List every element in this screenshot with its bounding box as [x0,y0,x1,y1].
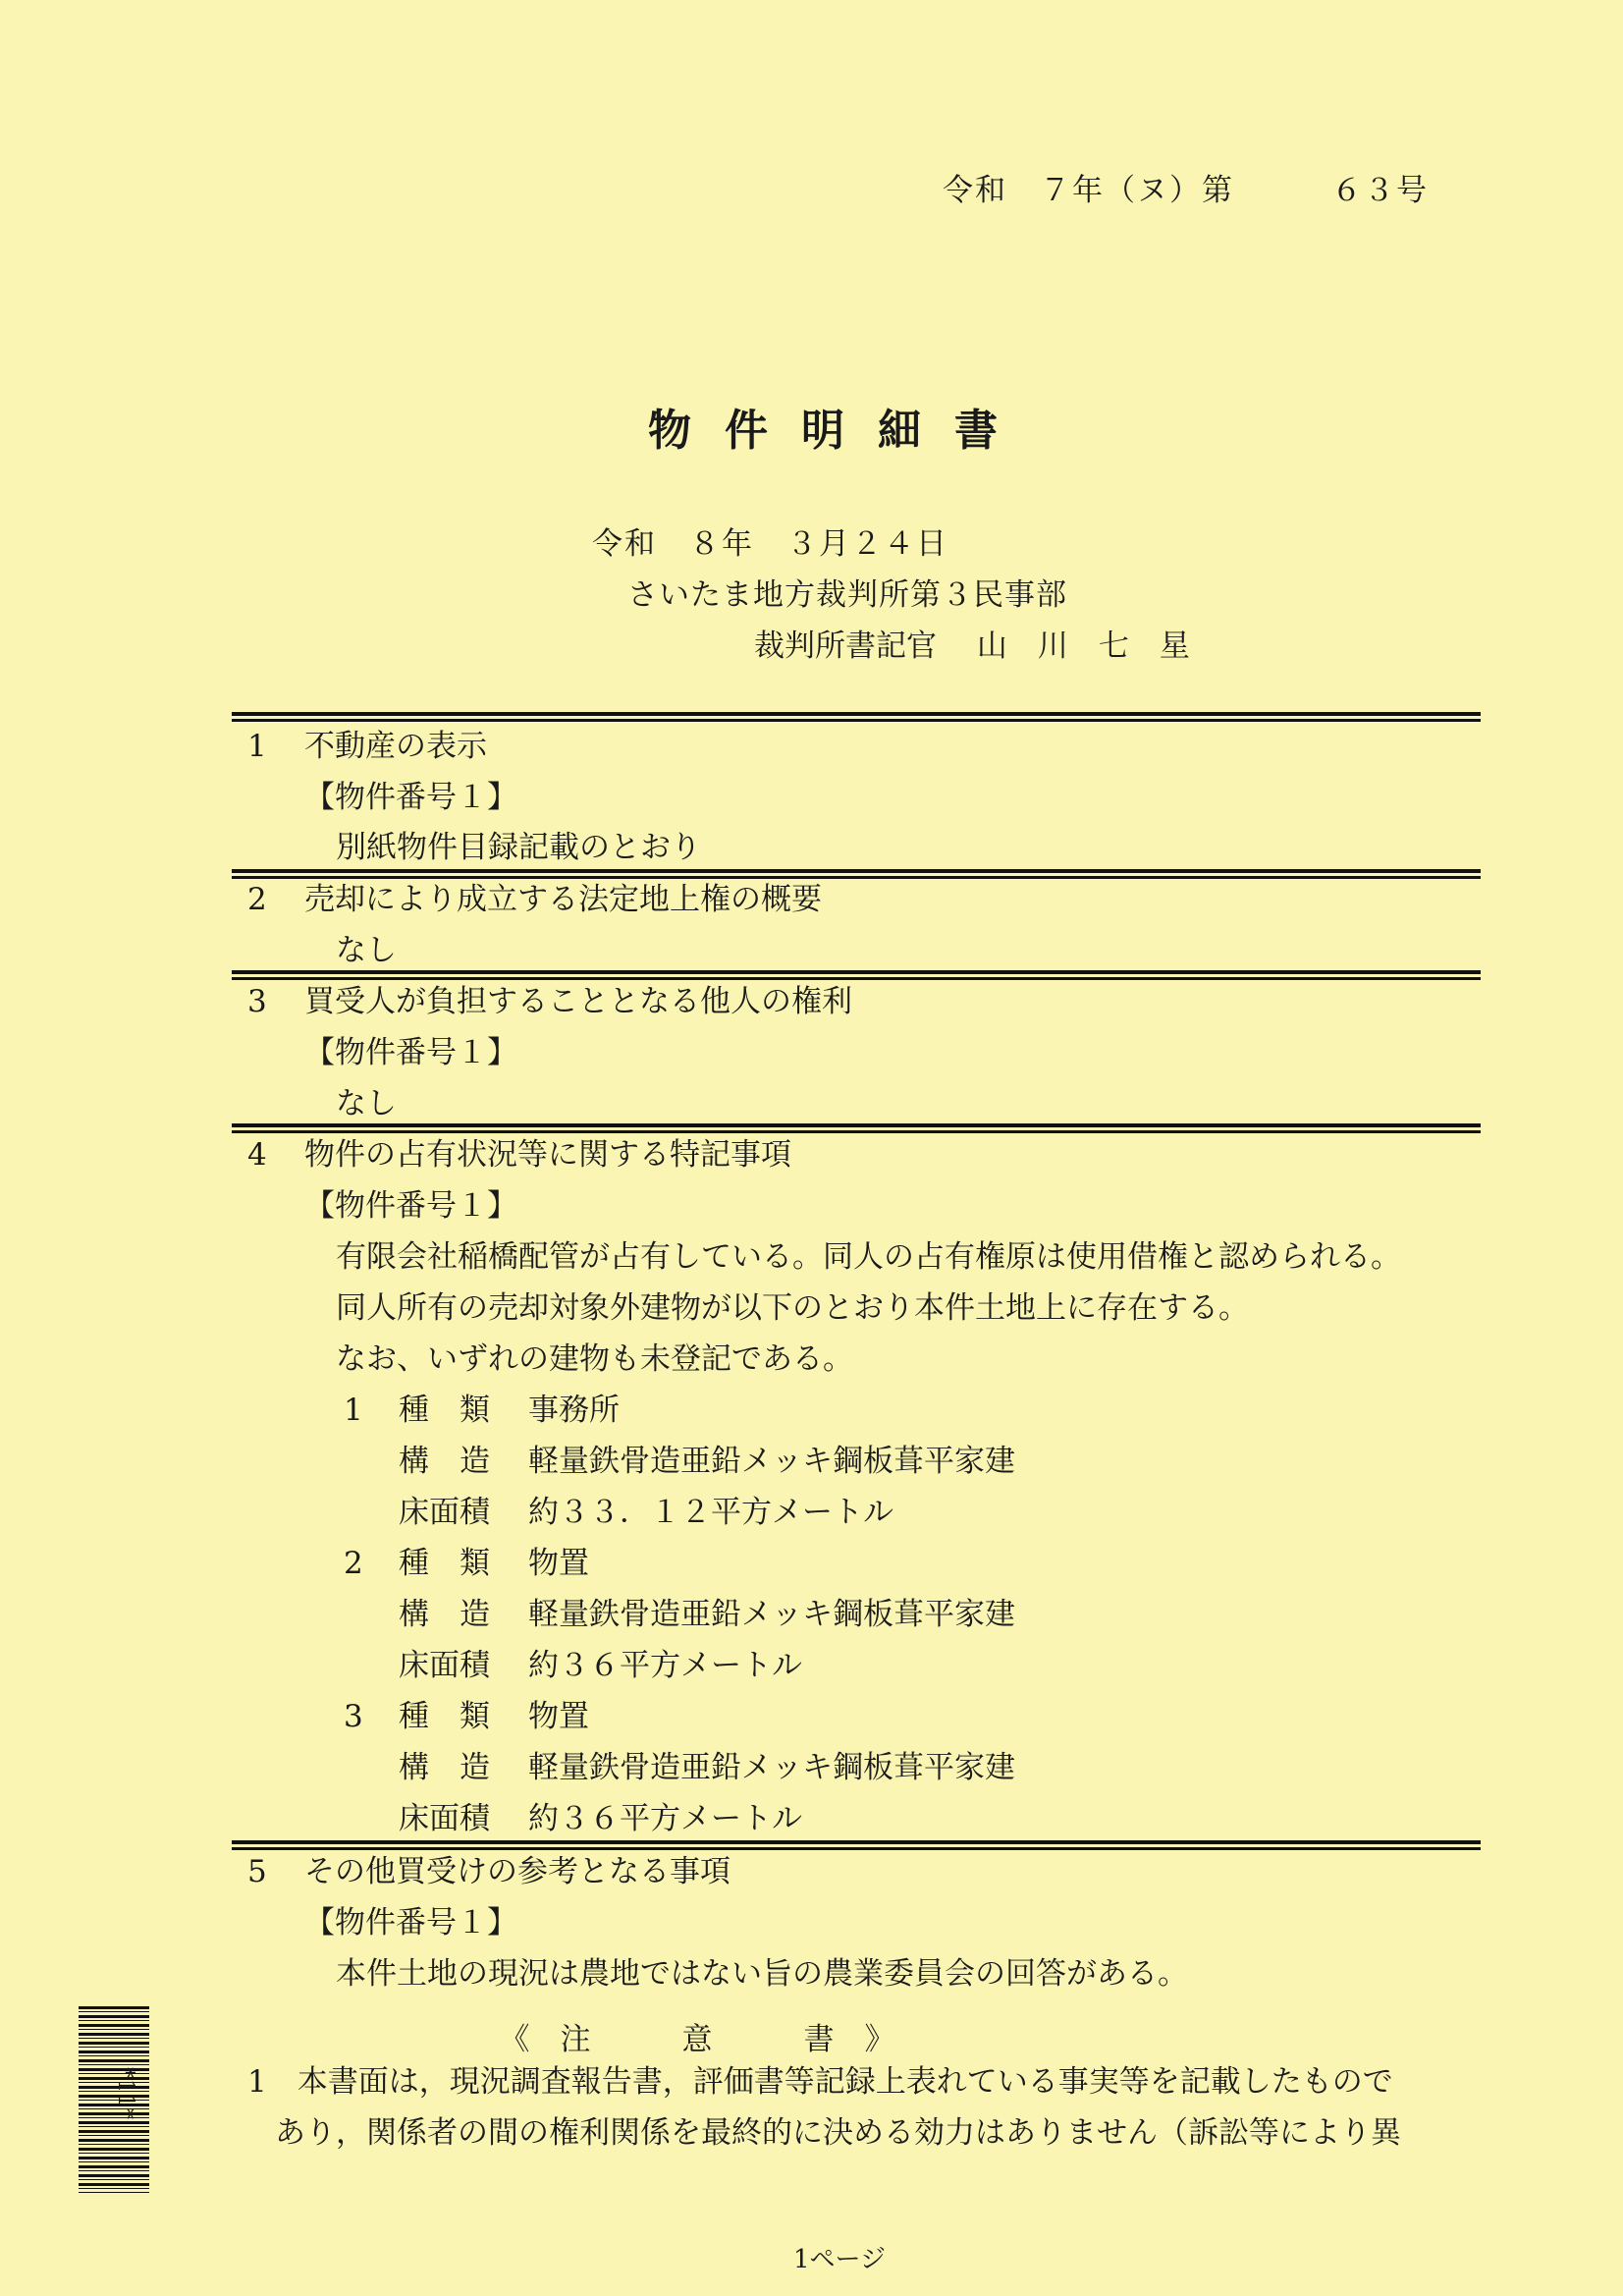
section-5-number: 5 [247,1854,267,1889]
building-type-label: 種 類 [399,1699,490,1734]
document-title: 物件明細書 [648,406,1031,456]
section-4-property: 【物件番号１】 [304,1188,517,1224]
section-1-number: 1 [247,729,267,764]
building-area-label: 床面積 [399,1648,490,1683]
section-4-line: 同人所有の売却対象外建物が以下のとおり本件土地上に存在する。 [336,1290,1249,1326]
building-area: 約３３．１２平方メートル [528,1495,893,1530]
section-2-number: 2 [247,882,267,917]
building-structure-label: 構 造 [399,1444,490,1479]
caution-item-line: あり，関係者の間の権利関係を最終的に決める効力はありません（訴訟等により異 [275,2115,1401,2151]
building-structure: 軽量鉄骨造亜鉛メッキ鋼板葺平家建 [528,1750,1015,1785]
building-type: 物置 [528,1546,589,1581]
section-1-heading: 不動産の表示 [304,729,487,764]
section-3-text: なし [336,1086,397,1121]
caution-title: 《 注 意 書 》 [499,2022,895,2057]
building-type: 事務所 [528,1393,620,1428]
section-4-heading: 物件の占有状況等に関する特記事項 [304,1137,791,1173]
section-4-number: 4 [247,1137,267,1173]
section-3-number: 3 [247,984,267,1019]
building-structure: 軽量鉄骨造亜鉛メッキ鋼板葺平家建 [528,1597,1015,1632]
section-5-heading: その他買受けの参考となる事項 [304,1854,730,1889]
building-type-label: 種 類 [399,1393,490,1428]
clerk-name: 裁判所書記官 山 川 七 星 [754,629,1190,664]
building-type-label: 種 類 [399,1546,490,1581]
section-2-heading: 売却により成立する法定地上権の概要 [304,882,822,917]
section-divider [232,869,1481,879]
building-number: 1 [344,1393,363,1428]
section-divider [232,712,1481,722]
section-4-line: なお、いずれの建物も未登記である。 [336,1341,853,1377]
building-structure: 軽量鉄骨造亜鉛メッキ鋼板葺平家建 [528,1444,1015,1479]
building-area: 約３６平方メートル [528,1648,802,1683]
document-date: 令和 ８年 ３月２４日 [592,526,948,562]
page-number: 1ページ [792,2245,887,2274]
building-area: 約３６平方メートル [528,1801,802,1836]
section-3-property: 【物件番号１】 [304,1035,517,1070]
section-divider [232,970,1481,980]
section-divider [232,1840,1481,1850]
section-4-line: 有限会社稲橋配管が占有している。同人の占有権原は使用借権と認められる。 [336,1239,1401,1275]
section-3-heading: 買受人が負担することとなる他人の権利 [304,984,852,1019]
case-number: 令和 ７年（ヌ）第 ６３号 [943,173,1429,208]
caution-item-line: 1 本書面は，現況調査報告書，評価書等記録上表れている事実等を記載したもので [247,2064,1393,2100]
building-area-label: 床面積 [399,1495,490,1530]
section-2-text: なし [336,933,397,968]
building-type: 物置 [528,1699,589,1734]
barcode-label: *11* [113,2067,137,2120]
building-structure-label: 構 造 [399,1597,490,1632]
court-name: さいたま地方裁判所第３民事部 [627,577,1067,613]
section-1-text: 別紙物件目録記載のとおり [336,830,701,865]
section-divider [232,1123,1481,1133]
section-1-property: 【物件番号１】 [304,780,517,815]
building-number: 2 [344,1546,363,1581]
building-number: 3 [344,1699,363,1734]
section-5-property: 【物件番号１】 [304,1905,517,1941]
section-5-text: 本件土地の現況は農地ではない旨の農業委員会の回答がある。 [336,1956,1188,1992]
building-structure-label: 構 造 [399,1750,490,1785]
building-area-label: 床面積 [399,1801,490,1836]
